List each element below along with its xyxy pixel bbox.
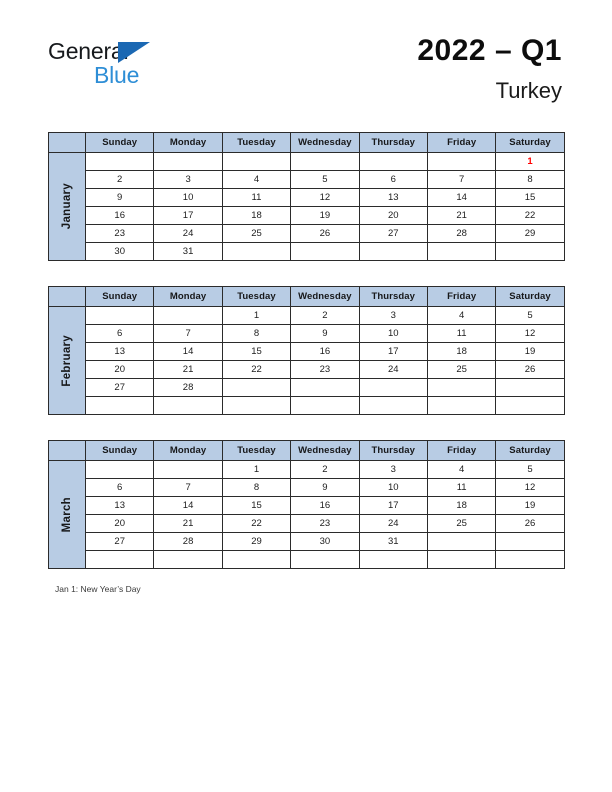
day-cell-empty [222,551,290,569]
day-cell-january-1[interactable]: 1 [496,153,564,171]
weekday-header-sunday: Sunday [86,133,154,153]
calendar-table-january [48,132,565,261]
month-block-january [48,132,564,261]
day-cell-march-4[interactable]: 4 [427,461,495,479]
day-cell-empty [496,379,564,397]
day-cell-march-19[interactable]: 19 [496,497,564,515]
weekday-header-thursday: Thursday [359,133,427,153]
table-corner-cell [49,287,86,307]
day-cell-empty [359,379,427,397]
day-cell-january-9[interactable]: 9 [86,189,154,207]
week-row [49,207,565,225]
weekday-header-thursday: Thursday [359,441,427,461]
weekday-header-tuesday: Tuesday [222,441,290,461]
day-cell-march-14[interactable]: 14 [154,497,222,515]
holiday-footnote-item: Jan 1: New Year’s Day [55,584,141,594]
weekday-header-wednesday: Wednesday [291,133,359,153]
day-cell-march-17[interactable]: 17 [359,497,427,515]
day-cell-empty [222,397,290,415]
day-cell-empty [291,243,359,261]
day-cell-march-9[interactable]: 9 [291,479,359,497]
day-cell-february-11[interactable]: 11 [427,325,495,343]
day-cell-january-8[interactable]: 8 [496,171,564,189]
day-cell-january-27[interactable]: 27 [359,225,427,243]
day-cell-march-13[interactable]: 13 [86,497,154,515]
day-cell-february-24[interactable]: 24 [359,361,427,379]
day-cell-january-17[interactable]: 17 [154,207,222,225]
table-corner-cell [49,441,86,461]
table-corner-cell [49,133,86,153]
day-cell-january-20[interactable]: 20 [359,207,427,225]
day-cell-january-12[interactable]: 12 [291,189,359,207]
day-cell-february-6[interactable]: 6 [86,325,154,343]
day-cell-march-24[interactable]: 24 [359,515,427,533]
day-cell-march-18[interactable]: 18 [427,497,495,515]
day-cell-january-5[interactable]: 5 [291,171,359,189]
month-label-march [49,461,86,569]
day-cell-february-20[interactable]: 20 [86,361,154,379]
week-row [49,379,565,397]
weekday-header-monday: Monday [154,287,222,307]
day-cell-empty [496,551,564,569]
day-cell-february-8[interactable]: 8 [222,325,290,343]
day-cell-empty [496,397,564,415]
weekday-header-row [49,441,565,461]
day-cell-empty [359,397,427,415]
week-row [49,497,565,515]
day-cell-empty [359,243,427,261]
day-cell-january-7[interactable]: 7 [427,171,495,189]
day-cell-empty [427,243,495,261]
day-cell-january-10[interactable]: 10 [154,189,222,207]
day-cell-empty [291,397,359,415]
day-cell-empty [154,153,222,171]
day-cell-march-30[interactable]: 30 [291,533,359,551]
day-cell-february-10[interactable]: 10 [359,325,427,343]
weekday-header-friday: Friday [427,287,495,307]
day-cell-empty [222,243,290,261]
week-row [49,551,565,569]
week-row [49,225,565,243]
day-cell-march-25[interactable]: 25 [427,515,495,533]
day-cell-january-22[interactable]: 22 [496,207,564,225]
day-cell-empty [154,551,222,569]
day-cell-empty [291,551,359,569]
week-row [49,461,565,479]
day-cell-january-26[interactable]: 26 [291,225,359,243]
calendar-table-february [48,286,565,415]
page-title: 2022 – Q1 [417,34,562,67]
month-label-january [49,153,86,261]
day-cell-january-21[interactable]: 21 [427,207,495,225]
day-cell-january-3[interactable]: 3 [154,171,222,189]
weekday-header-saturday: Saturday [496,133,564,153]
weekday-header-saturday: Saturday [496,441,564,461]
day-cell-march-31[interactable]: 31 [359,533,427,551]
day-cell-january-16[interactable]: 16 [86,207,154,225]
day-cell-march-11[interactable]: 11 [427,479,495,497]
day-cell-empty [86,551,154,569]
day-cell-february-28[interactable]: 28 [154,379,222,397]
day-cell-january-11[interactable]: 11 [222,189,290,207]
day-cell-empty [427,551,495,569]
day-cell-january-15[interactable]: 15 [496,189,564,207]
month-block-february [48,286,564,415]
day-cell-january-29[interactable]: 29 [496,225,564,243]
weekday-header-friday: Friday [427,441,495,461]
day-cell-february-27[interactable]: 27 [86,379,154,397]
day-cell-empty [222,153,290,171]
page-subtitle-country: Turkey [495,78,562,103]
month-label-text: February [61,334,73,387]
weekday-header-row [49,287,565,307]
day-cell-february-23[interactable]: 23 [291,361,359,379]
day-cell-february-19[interactable]: 19 [496,343,564,361]
day-cell-february-7[interactable]: 7 [154,325,222,343]
day-cell-empty [496,533,564,551]
day-cell-january-23[interactable]: 23 [86,225,154,243]
day-cell-february-2[interactable]: 2 [291,307,359,325]
weekday-header-wednesday: Wednesday [291,287,359,307]
day-cell-february-9[interactable]: 9 [291,325,359,343]
day-cell-empty [86,307,154,325]
day-cell-march-15[interactable]: 15 [222,497,290,515]
day-cell-march-23[interactable]: 23 [291,515,359,533]
weekday-header-saturday: Saturday [496,287,564,307]
weekday-header-sunday: Sunday [86,287,154,307]
week-row [49,153,565,171]
week-row [49,515,565,533]
day-cell-empty [154,307,222,325]
day-cell-january-28[interactable]: 28 [427,225,495,243]
day-cell-empty [86,397,154,415]
week-row [49,533,565,551]
day-cell-empty [291,379,359,397]
day-cell-january-13[interactable]: 13 [359,189,427,207]
weekday-header-wednesday: Wednesday [291,441,359,461]
day-cell-january-30[interactable]: 30 [86,243,154,261]
day-cell-january-24[interactable]: 24 [154,225,222,243]
day-cell-february-4[interactable]: 4 [427,307,495,325]
day-cell-empty [154,397,222,415]
month-label-text: March [61,496,73,533]
day-cell-empty [291,153,359,171]
week-row [49,307,565,325]
week-row [49,397,565,415]
day-cell-february-1[interactable]: 1 [222,307,290,325]
weekday-header-monday: Monday [154,133,222,153]
week-row [49,189,565,207]
week-row [49,171,565,189]
day-cell-february-22[interactable]: 22 [222,361,290,379]
month-block-march [48,440,564,569]
day-cell-empty [86,153,154,171]
day-cell-march-27[interactable]: 27 [86,533,154,551]
weekday-header-monday: Monday [154,441,222,461]
day-cell-january-19[interactable]: 19 [291,207,359,225]
general-blue-logo [48,38,208,90]
day-cell-january-14[interactable]: 14 [427,189,495,207]
day-cell-empty [222,379,290,397]
day-cell-march-5[interactable]: 5 [496,461,564,479]
week-row [49,361,565,379]
day-cell-march-1[interactable]: 1 [222,461,290,479]
day-cell-empty [359,153,427,171]
week-row [49,343,565,361]
day-cell-february-15[interactable]: 15 [222,343,290,361]
day-cell-empty [154,461,222,479]
day-cell-january-25[interactable]: 25 [222,225,290,243]
day-cell-march-8[interactable]: 8 [222,479,290,497]
day-cell-march-7[interactable]: 7 [154,479,222,497]
weekday-header-tuesday: Tuesday [222,287,290,307]
holiday-footnotes [55,583,535,596]
day-cell-february-16[interactable]: 16 [291,343,359,361]
day-cell-march-26[interactable]: 26 [496,515,564,533]
weekday-header-friday: Friday [427,133,495,153]
day-cell-march-29[interactable]: 29 [222,533,290,551]
day-cell-february-17[interactable]: 17 [359,343,427,361]
day-cell-march-22[interactable]: 22 [222,515,290,533]
day-cell-february-12[interactable]: 12 [496,325,564,343]
weekday-header-thursday: Thursday [359,287,427,307]
day-cell-january-6[interactable]: 6 [359,171,427,189]
day-cell-empty [427,397,495,415]
day-cell-january-2[interactable]: 2 [86,171,154,189]
day-cell-empty [427,379,495,397]
day-cell-january-31[interactable]: 31 [154,243,222,261]
day-cell-march-10[interactable]: 10 [359,479,427,497]
day-cell-march-6[interactable]: 6 [86,479,154,497]
title-block [417,33,562,105]
day-cell-february-3[interactable]: 3 [359,307,427,325]
day-cell-empty [427,153,495,171]
day-cell-february-14[interactable]: 14 [154,343,222,361]
week-row [49,479,565,497]
weekday-header-tuesday: Tuesday [222,133,290,153]
week-row [49,325,565,343]
day-cell-march-12[interactable]: 12 [496,479,564,497]
week-row [49,243,565,261]
logo-text-general: General [48,38,129,64]
day-cell-march-3[interactable]: 3 [359,461,427,479]
calendar-table-march [48,440,565,569]
day-cell-empty [496,243,564,261]
day-cell-february-18[interactable]: 18 [427,343,495,361]
day-cell-empty [86,461,154,479]
month-label-february [49,307,86,415]
weekday-header-row [49,133,565,153]
day-cell-february-26[interactable]: 26 [496,361,564,379]
day-cell-january-4[interactable]: 4 [222,171,290,189]
weekday-header-sunday: Sunday [86,441,154,461]
day-cell-march-2[interactable]: 2 [291,461,359,479]
logo-triangle-icon [118,42,150,63]
day-cell-march-20[interactable]: 20 [86,515,154,533]
day-cell-empty [427,533,495,551]
page-header [0,0,612,120]
day-cell-empty [359,551,427,569]
day-cell-february-25[interactable]: 25 [427,361,495,379]
day-cell-january-18[interactable]: 18 [222,207,290,225]
day-cell-march-28[interactable]: 28 [154,533,222,551]
day-cell-february-21[interactable]: 21 [154,361,222,379]
month-label-text: January [61,183,73,230]
day-cell-february-13[interactable]: 13 [86,343,154,361]
day-cell-march-21[interactable]: 21 [154,515,222,533]
logo-text-blue: Blue [94,62,140,88]
day-cell-march-16[interactable]: 16 [291,497,359,515]
day-cell-february-5[interactable]: 5 [496,307,564,325]
